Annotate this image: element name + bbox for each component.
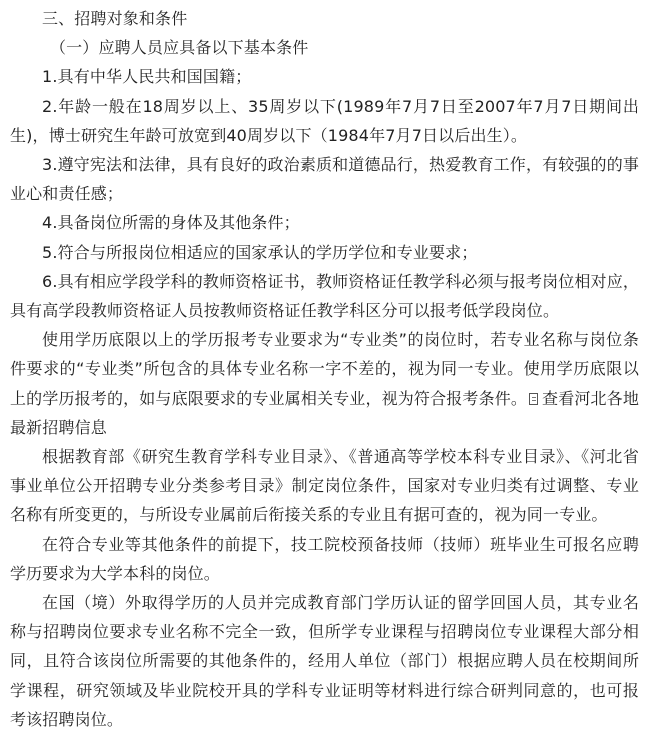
condition-item-3: 3.遵守宪法和法律，具有良好的政治素质和道德品行，热爱教育工作，有较强的的事业心和责任感； bbox=[10, 155, 639, 204]
condition-item-5: 5.符合与所报岗位相适应的国家承认的学历学位和专业要求； bbox=[42, 242, 478, 262]
condition-item-6: 6.具有相应学段学科的教师资格证书，教师资格证任教学科必须与报考岗位相对应，具有高学段教师资格证人员按教师资格证任教学科区分可以报考低学段岗位。 bbox=[10, 271, 639, 321]
major-match-paragraph bbox=[10, 325, 639, 442]
document-icon bbox=[529, 393, 538, 405]
technician-paragraph: 在符合专业等其他条件的前提下，技工院校预备技师（技师）班毕业生可报名应聘学历要求为大学本科的岗位。 bbox=[10, 534, 639, 583]
section-heading: 三、招聘对象和条件 bbox=[42, 9, 188, 28]
condition-item-2: 2.年龄一般在18周岁以上、35周岁以下(1989年7月7日至2007年7月7日期间出生)，博士研究生年龄可放宽到40周岁以下（1984年7月7日以后出生）。 bbox=[10, 96, 639, 145]
recruitment-info-link[interactable]: 查看河北各地最新招聘信息 bbox=[10, 388, 639, 437]
subsection-heading: （一）应聘人员应具备以下基本条件 bbox=[50, 38, 309, 58]
condition-item-1: 1.具有中华人民共和国国籍； bbox=[42, 67, 252, 87]
catalog-paragraph: 根据教育部《研究生教育学科专业目录》、《普通高等学校本科专业目录》、《河北省事业单位公开招聘专业分类参考目录》制定岗位条件，国家对专业归类有过调整、专业名称有所变更的，与所设专业属前后衔接关系的专业且有据可查的，视为同一专业。 bbox=[10, 447, 639, 525]
major-match-text: 使用学历底限以上的学历报考专业要求为“专业类”的岗位时，若专业名称与岗位条件要求的“专业类”所包含的具体专业名称一字不差的，视为同一专业。使用学历底限以上的学历报考的，如与底限要求的专业属相关专业，视为符合报考条件。 bbox=[10, 330, 639, 408]
overseas-paragraph: 在国（境）外取得学历的人员并完成教育部门学历认证的留学回国人员，其专业名称与招聘岗位要求专业名称不完全一致，但所学专业课程与招聘岗位专业课程大部分相同，且符合该岗位所需要的其他条件的，经用人单位（部门）根据应聘人员在校期间所学课程，研究领域及毕业院校开具的学科专业证明等材料进行综合研判同意的，也可报考该招聘岗位。 bbox=[10, 593, 639, 729]
condition-item-4: 4.具备岗位所需的身体及其他条件； bbox=[42, 213, 300, 233]
